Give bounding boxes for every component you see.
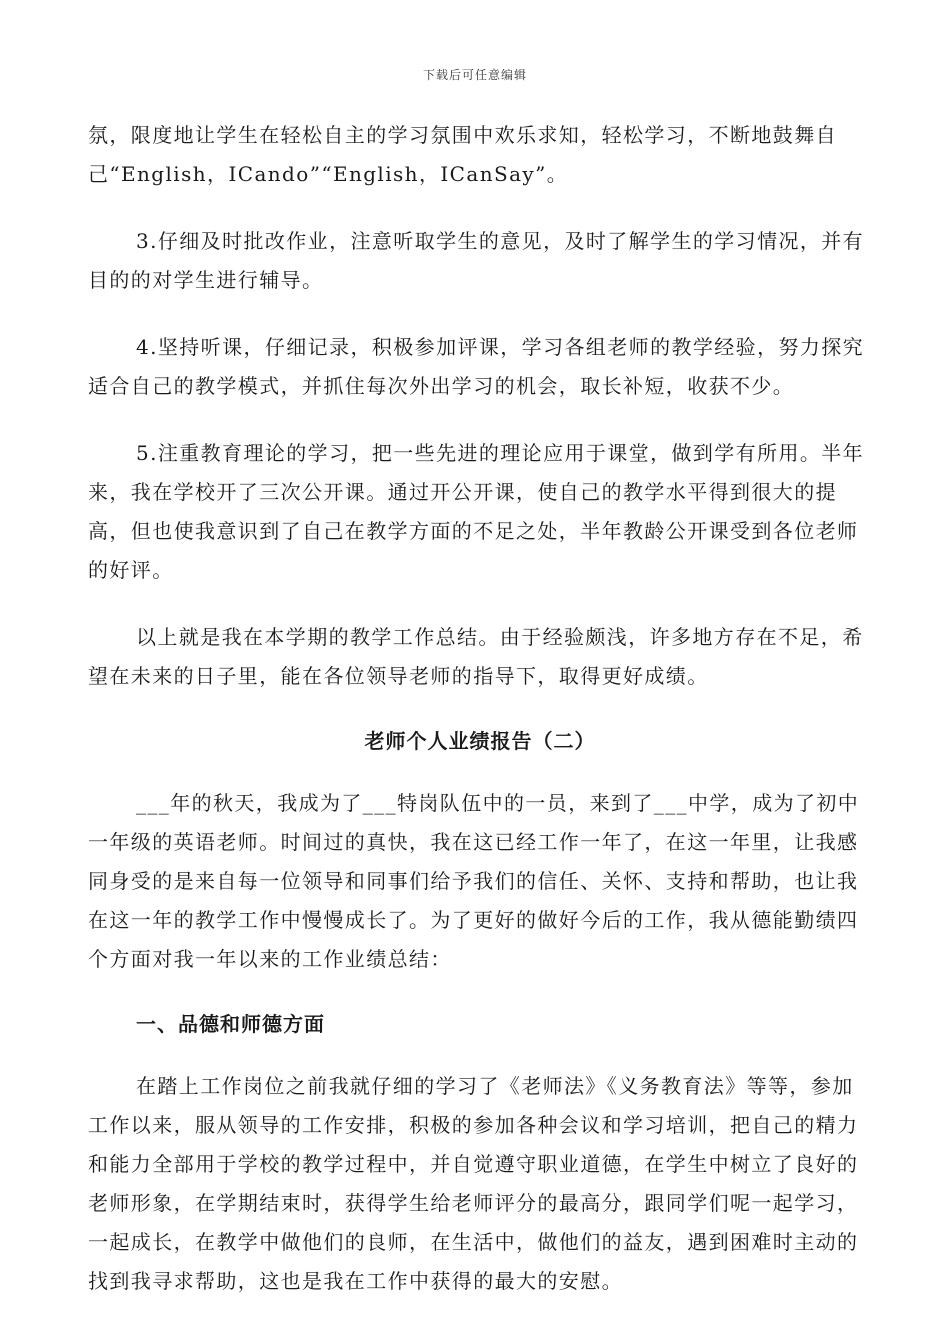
section-title: 老师个人业绩报告（二）: [364, 729, 596, 753]
paragraph-item-3: 3.仔细及时批改作业，注意听取学生的意见，及时了解学生的学习情况，并有目的的对学生进行辅导。: [88, 229, 865, 292]
paragraph-intro: ___年的秋天，我成为了___特岗队伍中的一员，来到了___中学，成为了初中一年级的英语老师。时间过的真快，我在这已经工作一年了，在这一年里，让我感同身受的是来自每一位领导和同事们给予我们的信任、关怀、支持和帮助，也让我在这一年的教学工作中慢慢成长了。为了更好的做好今后的工作，我从德能勤绩四个方面对我一年以来的工作业绩总结：: [88, 791, 860, 971]
paragraph-continuation: 氛，限度地让学生在轻松自主的学习氛围中欢乐求知，轻松学习，不断地鼓舞自己“English，ICando”“English，ICanSay”。: [88, 123, 837, 186]
paragraph-item-5: 5.注重教育理论的学习，把一些先进的理论应用于课堂，做到学有所用。半年来，我在学校开了三次公开课。通过开公开课，使自己的教学水平得到很大的提高，但也使我意识到了自己在教学方面的不足之处，半年教龄公开课受到各位老师的好评。: [88, 441, 865, 582]
paragraph-conclusion: 以上就是我在本学期的教学工作总结。由于经验颇浅，许多地方存在不足，希望在未来的日子里，能在各位领导老师的指导下，取得更好成绩。: [88, 625, 864, 688]
paragraph-ethics: 在踏上工作岗位之前我就仔细的学习了《老师法》《义务教育法》等等，参加工作以来，服从领导的工作安排，积极的参加各种会议和学习培训，把自己的精力和能力全部用于学校的教学过程中，并自觉遵守职业道德，在学生中树立了良好的老师形象，在学期结束时，获得学生给老师评分的最高分，跟同学们呢一起学习，一起成长，在教学中做他们的良师，在生活中，做他们的益友，遇到困难时主动的找到我寻求帮助，这也是我在工作中获得的最大的安慰。: [88, 1074, 859, 1293]
document-body: [88, 116, 872, 1329]
subheading-ethics: 一、品德和师德方面: [136, 1012, 325, 1036]
header-note: 下载后可任意编辑: [422, 68, 527, 82]
paragraph-item-4: 4.坚持听课，仔细记录，积极参加评课，学习各组老师的教学经验，努力探究适合自己的教学模式，并抓住每次外出学习的机会，取长补短，收获不少。: [88, 335, 865, 398]
